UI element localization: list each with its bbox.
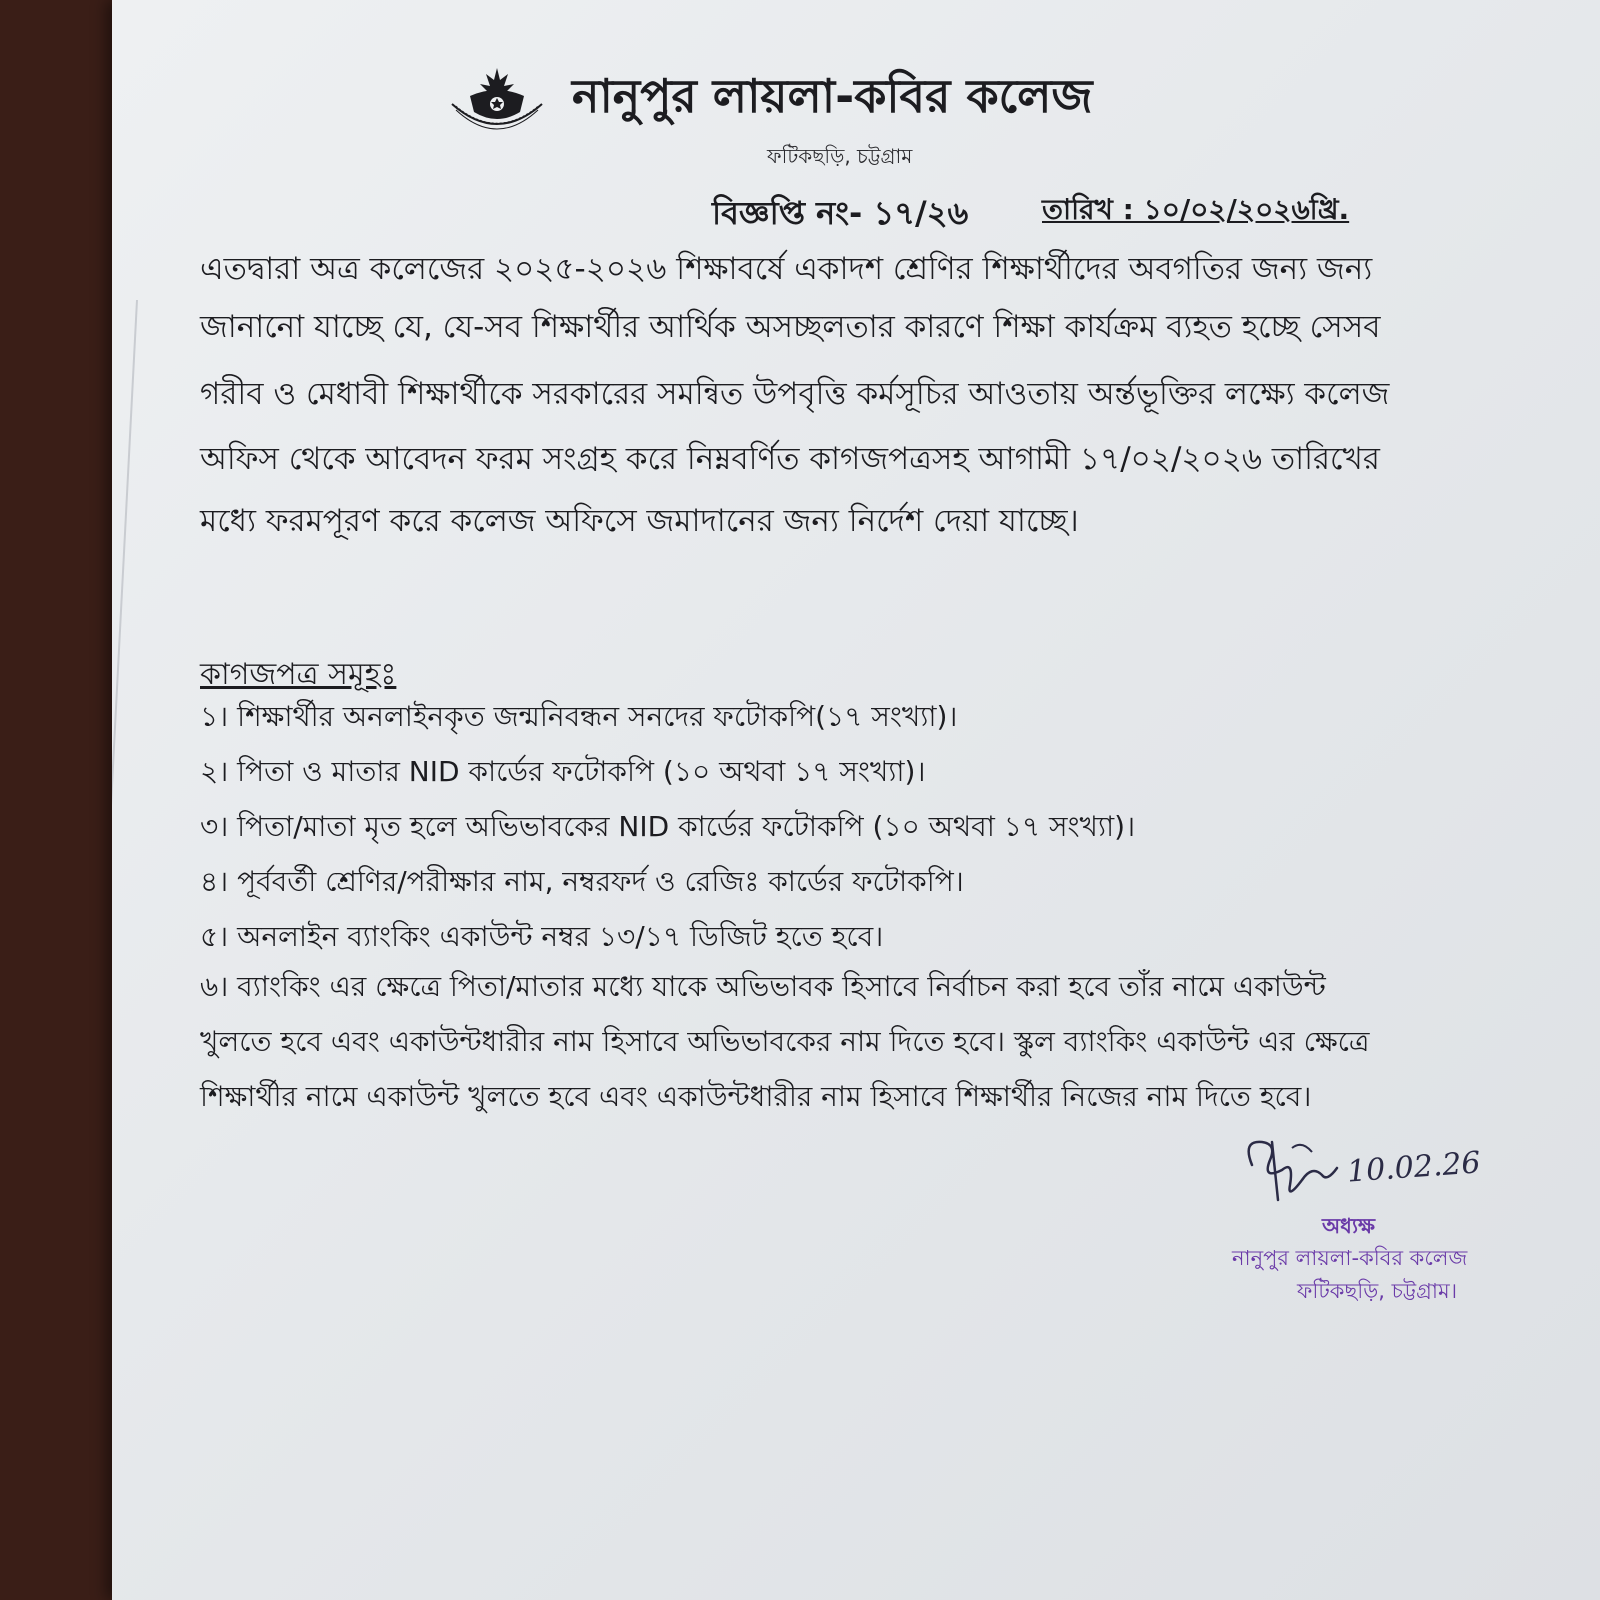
document-item: ৩। পিতা/মাতা মৃত হলে অভিভাবকের NID কার্ডের ফটোকপি (১০ অথবা ১৭ সংখ্যা)। xyxy=(200,810,1136,843)
body-line: অফিস থেকে আবেদন ফরম সংগ্রহ করে নিম্নবর্ণিত কাগজপত্রসহ আগামী ১৭/০২/২০২৬ তারিখের xyxy=(200,441,1380,477)
document-item: ৪। পূর্ববর্তী শ্রেণির/পরীক্ষার নাম, নম্বরফর্দ ও রেজিঃ কার্ডের ফটোকপি। xyxy=(200,865,964,898)
body-line: গরীব ও মেধাবী শিক্ষার্থীকে সরকারের সমন্বিত উপবৃত্তি কর্মসূচির আওতায় অর্ন্তভূক্তির লক্ষ্যে কলেজ xyxy=(200,376,1390,412)
notice-number: বিজ্ঞপ্তি নং- ১৭/২৬ xyxy=(712,194,969,232)
documents-heading: কাগজপত্র সমূহঃ xyxy=(200,657,397,692)
college-name: নানুপুর লায়লা-কবির কলেজ xyxy=(572,69,1093,123)
seal-college-name: নানুপুর লায়লা-কবির কলেজ xyxy=(1232,1246,1468,1270)
signature-date: 10.02.26 xyxy=(1345,1145,1482,1190)
body-line: এতদ্বারা অত্র কলেজের ২০২৫-২০২৬ শিক্ষাবর্ষে একাদশ শ্রেণির শিক্ষার্থীদের অবগতির জন্য জন্য xyxy=(200,251,1373,287)
seal-location: ফটিকছড়ি, চট্টগ্রাম। xyxy=(1297,1279,1458,1303)
college-logo xyxy=(442,60,552,140)
document-item: ৫। অনলাইন ব্যাংকিং একাউন্ট নম্বর ১৩/১৭ ডিজিট হতে হবে। xyxy=(200,920,884,953)
body-line: জানানো যাচ্ছে যে, যে-সব শিক্ষার্থীর আর্থিক অসচ্ছলতার কারণে শিক্ষা কার্যক্রম ব্যহত হচ্ছে সেসব xyxy=(200,309,1381,345)
document-item: ২। পিতা ও মাতার NID কার্ডের ফটোকপি (১০ অথবা ১৭ সংখ্যা)। xyxy=(200,755,926,788)
notice-date-text: তারিখ : ১০/০২/২০২৬খ্রি. xyxy=(1042,193,1350,226)
notice-paper xyxy=(112,0,1600,1600)
seal-title: অধ্যক্ষ xyxy=(1322,1214,1376,1238)
document-item: ৬। ব্যাংকিং এর ক্ষেত্রে পিতা/মাতার মধ্যে যাকে অভিভাবক হিসাবে নির্বাচন করা হবে তাঁর নামে একাউন্ট xyxy=(200,970,1326,1003)
college-location: ফটিকছড়ি, চট্টগ্রাম xyxy=(767,144,913,168)
body-line: মধ্যে ফরমপূরণ করে কলেজ অফিসে জমাদানের জন্য নির্দেশ দেয়া যাচ্ছে। xyxy=(200,503,1079,539)
notice-date xyxy=(1042,188,1349,235)
document-item: শিক্ষার্থীর নামে একাউন্ট খুলতে হবে এবং একাউন্টধারীর নাম হিসাবে শিক্ষার্থীর নিজের নাম দিতে হবে। xyxy=(200,1080,1312,1113)
document-item: খুলতে হবে এবং একাউন্টধারীর নাম হিসাবে অভিভাবকের নাম দিতে হবে। স্কুল ব্যাংকিং একাউন্ট এর ক্ষেত্রে xyxy=(200,1025,1370,1058)
document-item: ১। শিক্ষার্থীর অনলাইনকৃত জন্মনিবন্ধন সনদের ফটোকপি(১৭ সংখ্যা)। xyxy=(200,700,958,733)
